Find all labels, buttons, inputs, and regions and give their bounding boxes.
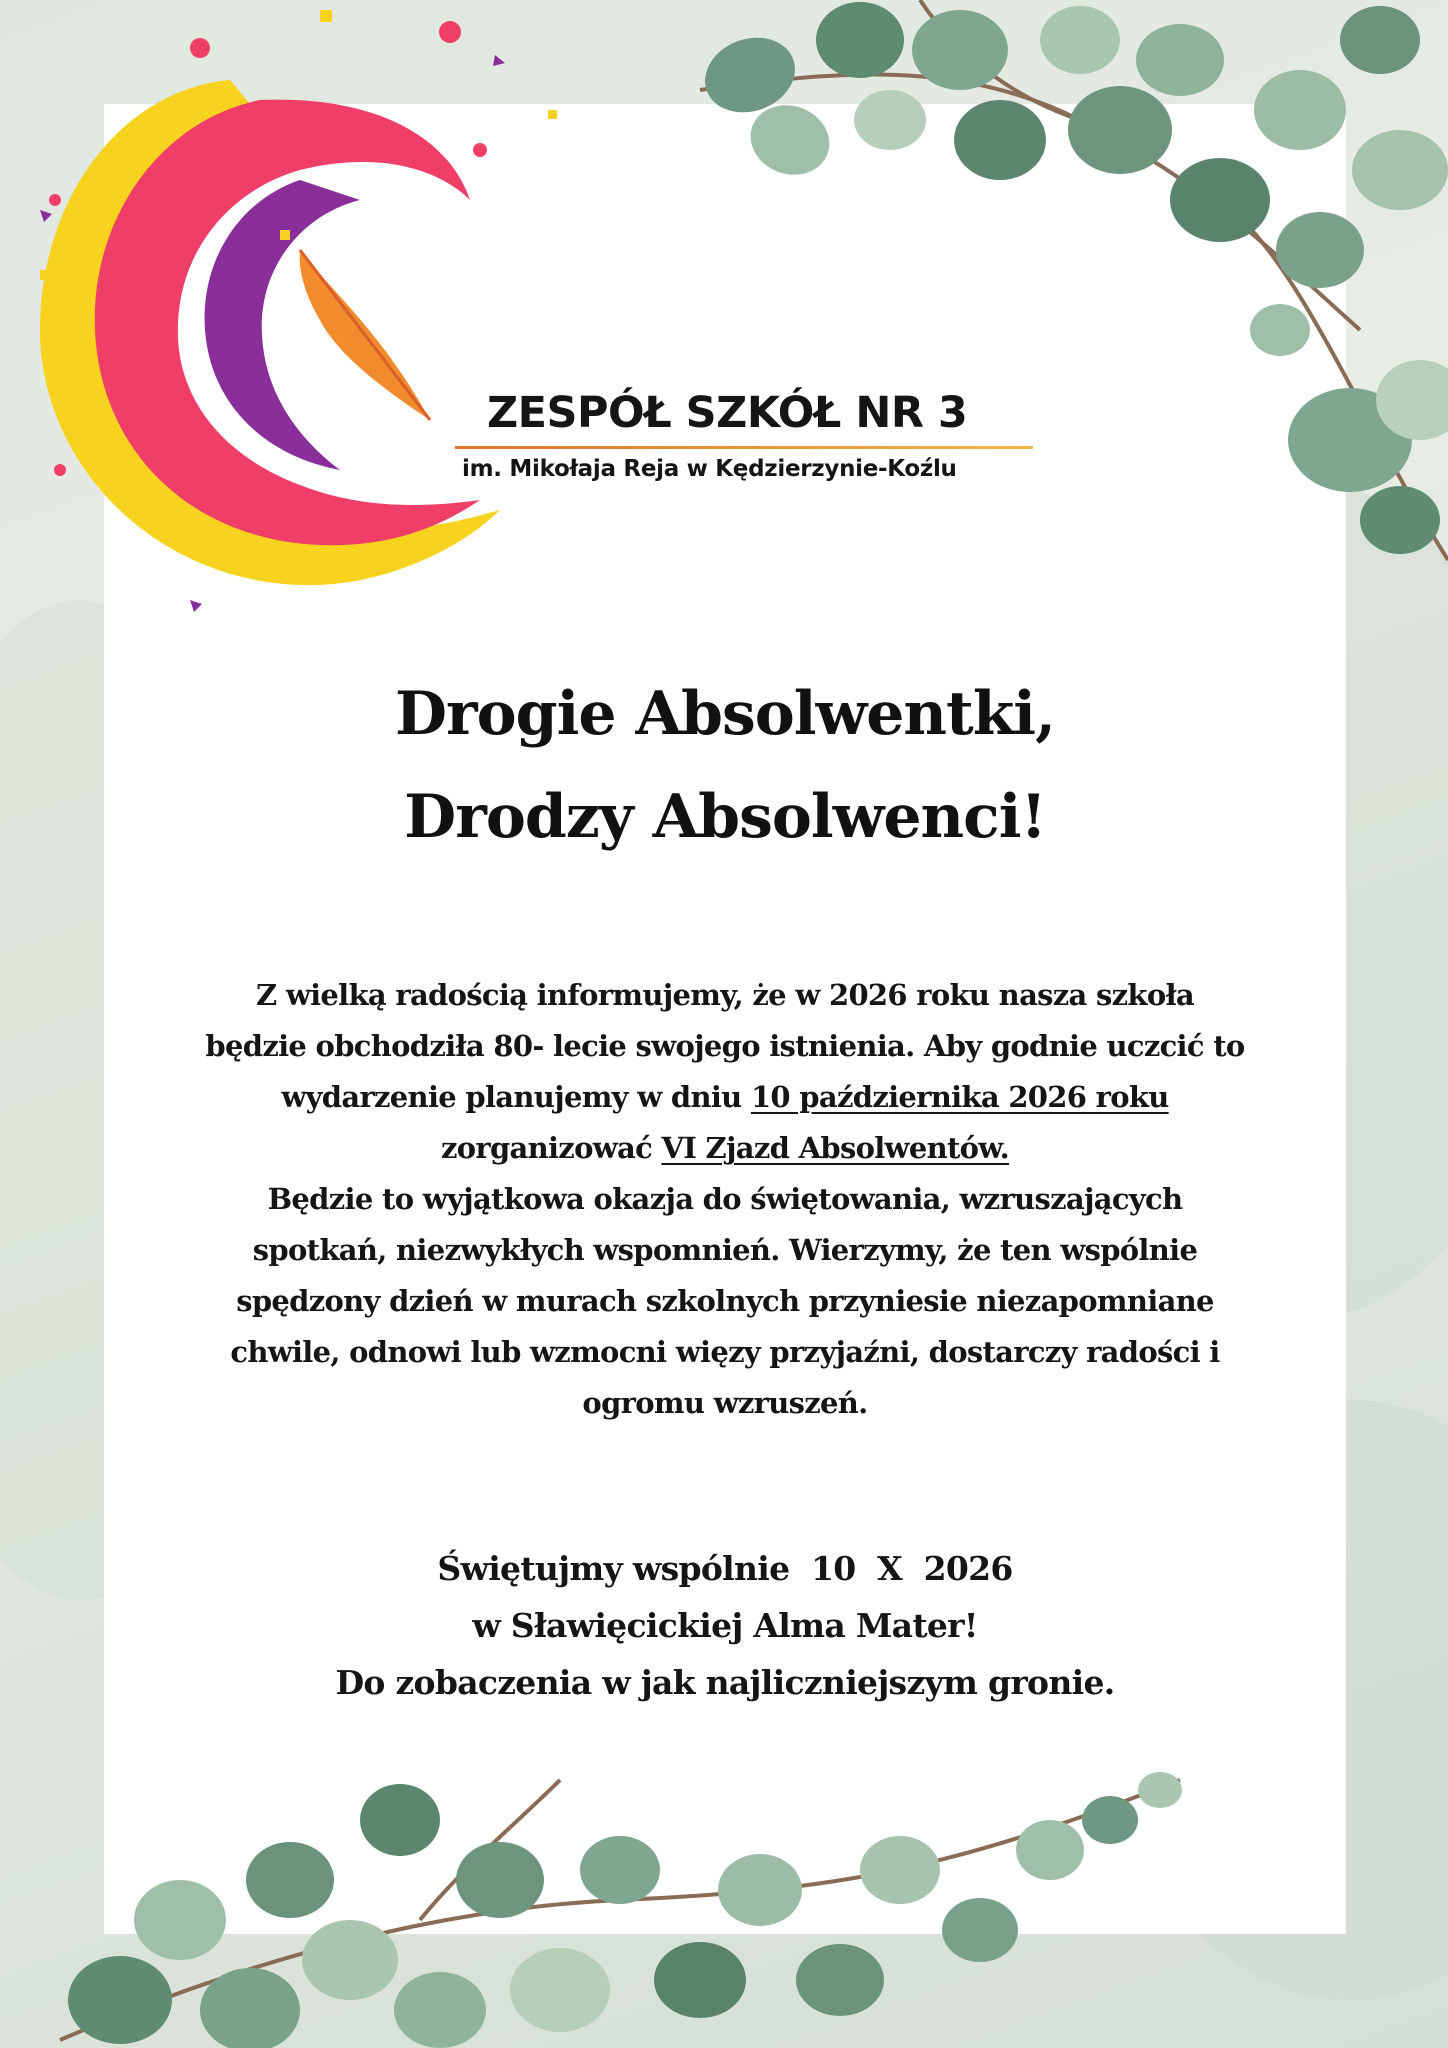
greeting-line: Drogie Absolwentki, xyxy=(395,679,1055,749)
closing-line: Świętujmy wspólnie 10 X 2026 xyxy=(437,1549,1013,1588)
closing-line: w Sławięcickiej Alma Mater! xyxy=(472,1606,978,1645)
eucalyptus-branch-bottom xyxy=(0,1760,1230,2048)
paragraph-line: spotkań, niezwykłych wspomnień. Wierzymy, że ten wspólnie xyxy=(252,1233,1198,1267)
greeting-heading xyxy=(104,663,1346,869)
announcement-paragraph xyxy=(140,970,1310,1429)
closing-message xyxy=(140,1540,1310,1711)
event-name: VI Zjazd Absolwentów. xyxy=(661,1131,1010,1165)
paragraph-line: Z wielką radością informujemy, że w 2026 roku nasza szkoła xyxy=(255,978,1195,1012)
logo-divider xyxy=(455,446,1033,449)
paragraph-line: ogromu wzruszeń. xyxy=(582,1386,868,1420)
paragraph-line xyxy=(140,1072,1310,1123)
event-date: 10 października 2026 roku xyxy=(750,1080,1169,1114)
paragraph-line: spędzony dzień w murach szkolnych przyniesie niezapomniane xyxy=(236,1284,1214,1318)
paragraph-text: zorganizować xyxy=(440,1131,662,1165)
quill-icon xyxy=(300,250,430,420)
paragraph-line: chwile, odnowi lub wzmocni więzy przyjaźni, dostarczy radości i xyxy=(230,1335,1220,1369)
paragraph-line: będzie obchodziła 80- lecie swojego istnienia. Aby godnie uczcić to xyxy=(205,1029,1245,1063)
school-logo-splash xyxy=(0,0,560,640)
school-subtitle: im. Mikołaja Reja w Kędzierzynie-Koźlu xyxy=(462,456,957,482)
greeting-line: Drodzy Absolwenci! xyxy=(404,782,1046,852)
paragraph-line xyxy=(140,1123,1310,1174)
school-name: ZESPÓŁ SZKÓŁ NR 3 xyxy=(487,388,968,438)
eucalyptus-branch-top xyxy=(660,0,1448,620)
paragraph-text: wydarzenie planujemy w dniu xyxy=(281,1080,751,1114)
closing-line: Do zobaczenia w jak najliczniejszym gronie. xyxy=(335,1663,1115,1702)
paragraph-line: Będzie to wyjątkowa okazja do świętowania, wzruszających xyxy=(267,1182,1183,1216)
